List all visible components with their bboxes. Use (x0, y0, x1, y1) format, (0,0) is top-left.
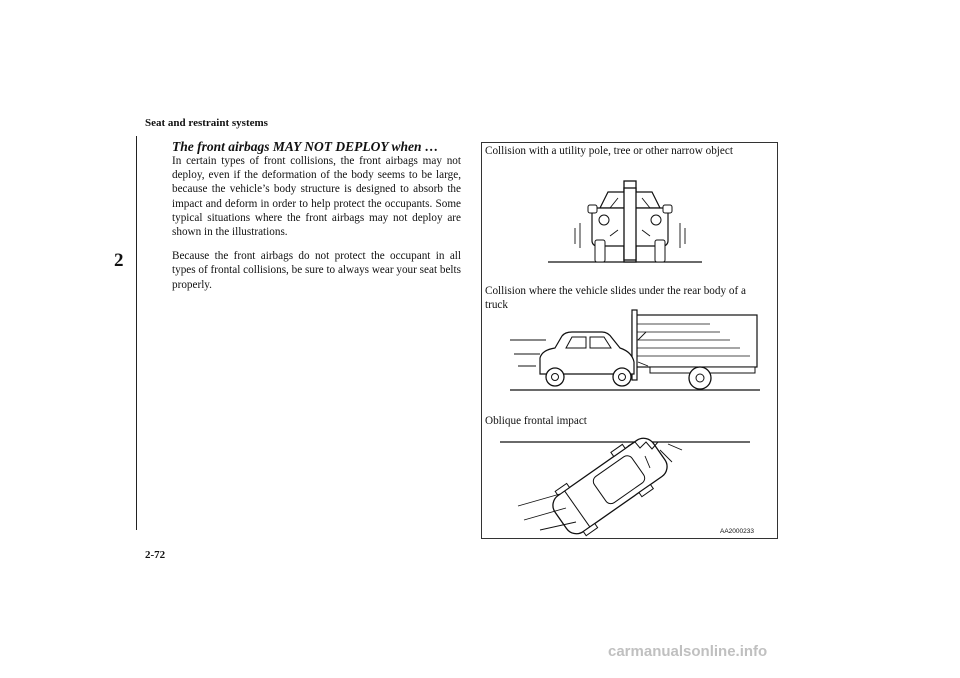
caption-under-truck: Collision where the vehicle slides under the rear body of a truck (485, 285, 746, 311)
chapter-tab: 2 (114, 250, 124, 271)
section-title: Seat and restraint systems (145, 117, 268, 129)
body-text (172, 154, 461, 302)
caption-narrow-object: Collision with a utility pole, tree or other narrow object (485, 145, 733, 157)
watermark-link[interactable]: carmanualsonline.info (608, 643, 768, 660)
caption-oblique-impact: Oblique frontal impact (485, 415, 587, 427)
paragraph-2: Because the front airbags do not protect the occupant in all types of frontal collisions, be sure to always wear your seat belts properly. (172, 250, 461, 291)
truck-underride-illustration (510, 310, 770, 400)
page-number: 2-72 (145, 549, 166, 561)
figure-id: AA2000233 (720, 528, 754, 535)
pole-collision-illustration (548, 178, 708, 268)
paragraph-1: In certain types of front collisions, the front airbags may not deploy, even if the deformation of the body seems to be large, because the vehicle’s body structure is designed to absorb the impact and deform in order to help protect the occupants. Some typical situations where the front airbags may not deploy are shown in the illustrations. (172, 155, 461, 239)
chapter-divider (136, 136, 137, 530)
oblique-impact-illustration (500, 436, 760, 536)
section-heading: The front airbags MAY NOT DEPLOY when … (172, 139, 439, 154)
